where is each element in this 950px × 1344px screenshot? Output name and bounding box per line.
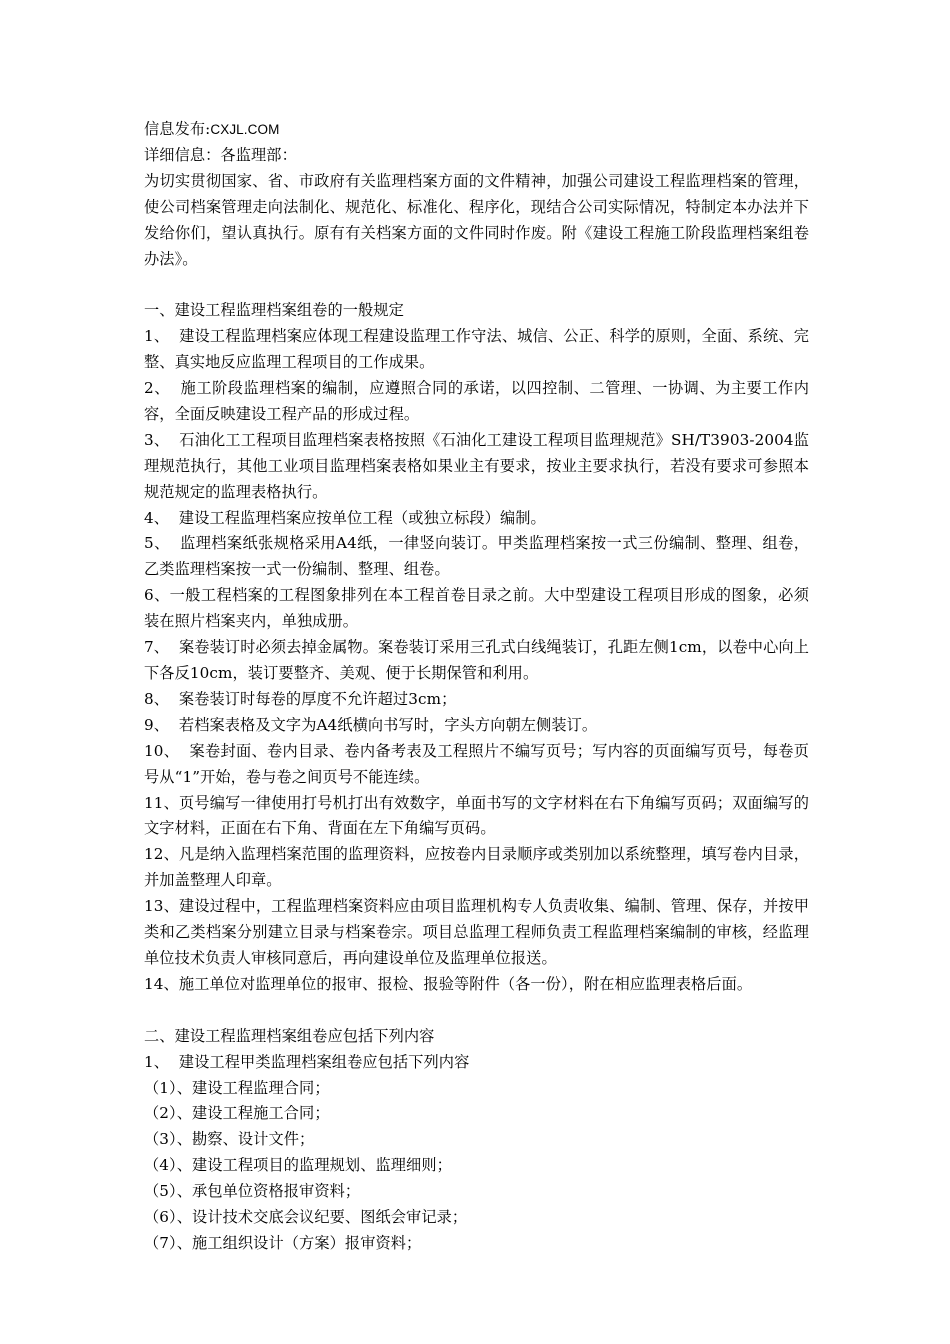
list-item: 9、 若档案表格及文字为A4纸横向书写时，字头方向朝左侧装订。 <box>144 715 598 734</box>
intro-paragraph: 为切实贯彻国家、省、市政府有关监理档案方面的文件精神，加强公司建设工程监理档案的管理，使公司档案管理走向法制化、规范化、标准化、程序化，现结合公司实际情况，特制定本办法并下发给你们，望认真执行。原有有关档案方面的文件同时作废。附《建设工程施工阶段监理档案组卷办法》。 <box>144 171 809 268</box>
list-item: 3、 石油化工工程项目监理档案表格按照《石油化工建设工程项目监理规范》SH/T3903-2004监理规范执行，其他工业项目监理档案表格如果业主有要求，按业主要求执行，若没有要求可参照本规范规定的监理表格执行。 <box>144 430 809 501</box>
publish-source: CXJL.COM <box>210 122 280 137</box>
list-item: 11、页号编写一律使用打号机打出有效数字，单面书写的文字材料在右下角编写页码；双面编写的文字材料，正面在右下角、背面在左下角编写页码。 <box>144 793 809 838</box>
list-item: 7、 案卷装订时必须去掉金属物。案卷装订采用三孔式白线绳装订，孔距左侧1cm，以卷中心向上下各反10cm，装订要整齐、美观、便于长期保管和利用。 <box>144 638 809 683</box>
list-item: （3）、勘察、设计文件； <box>144 1130 315 1149</box>
list-item: （1）、建设工程监理合同； <box>144 1078 330 1097</box>
list-item: （2）、建设工程施工合同； <box>144 1104 330 1123</box>
publish-label: 信息发布: <box>144 120 211 138</box>
list-item: 4、 建设工程监理档案应按单位工程（或独立标段）编制。 <box>144 508 546 527</box>
list-item: （5）、承包单位资格报审资料； <box>144 1182 361 1201</box>
section1-list <box>144 324 809 998</box>
list-item: 6、一般工程档案的工程图象排列在本工程首卷目录之前。大中型建设工程项目形成的图象，必须装在照片档案夹内，单独成册。 <box>144 586 809 631</box>
publish-line <box>144 117 809 143</box>
document-page <box>144 117 809 1257</box>
list-item: 13、建设过程中，工程监理档案资料应由项目监理机构专人负责收集、编制、管理、保存，并按甲类和乙类档案分别建立目录与档案卷宗。项目总监理工程师负责工程监理档案编制的审核，经监理单位技术负责人审核同意后，再向建设单位及监理单位报送。 <box>144 897 809 967</box>
section2-title: 二、建设工程监理档案组卷应包括下列内容 <box>144 1026 435 1045</box>
list-item: （4）、建设工程项目的监理规划、监理细则； <box>144 1156 452 1175</box>
list-item: 14、施工单位对监理单位的报审、报检、报验等附件（各一份），附在相应监理表格后面。 <box>144 974 753 993</box>
list-item: 1、 建设工程监理档案应体现工程建设监理工作守法、城信、公正、科学的原则，全面、系统、完整、真实地反应监理工程项目的工作成果。 <box>144 327 809 372</box>
list-item: 2、 施工阶段监理档案的编制，应遵照合同的承诺，以四控制、二管理、一协调、为主要工作内容，全面反映建设工程产品的形成过程。 <box>144 379 809 423</box>
list-item: 10、 案卷封面、卷内目录、卷内备考表及工程照片不编写页号；写内容的页面编写页号，每卷页号从“1”开始，卷与卷之间页号不能连续。 <box>144 741 809 786</box>
list-item: 5、 监理档案纸张规格采用A4纸，一律竖向装订。甲类监理档案按一式三份编制、整理、组卷，乙类监理档案按一式一份编制、整理、组卷。 <box>144 534 809 579</box>
spacer <box>144 998 809 1024</box>
detail-line: 详细信息：各监理部： <box>144 145 297 164</box>
section2-subtitle: 1、 建设工程甲类监理档案组卷应包括下列内容 <box>144 1052 470 1071</box>
section2-list <box>144 1076 809 1257</box>
section1-title: 一、建设工程监理档案组卷的一般规定 <box>144 301 404 320</box>
list-item: （6）、设计技术交底会议纪要、图纸会审记录； <box>144 1208 468 1227</box>
spacer <box>144 272 809 298</box>
list-item: 8、 案卷装订时每卷的厚度不允许超过3cm； <box>144 689 457 708</box>
list-item: 12、凡是纳入监理档案范围的监理资料，应按卷内目录顺序或类别加以系统整理，填写卷内目录，并加盖整理人印章。 <box>144 845 809 890</box>
list-item: （7）、施工组织设计（方案）报审资料； <box>144 1233 422 1252</box>
